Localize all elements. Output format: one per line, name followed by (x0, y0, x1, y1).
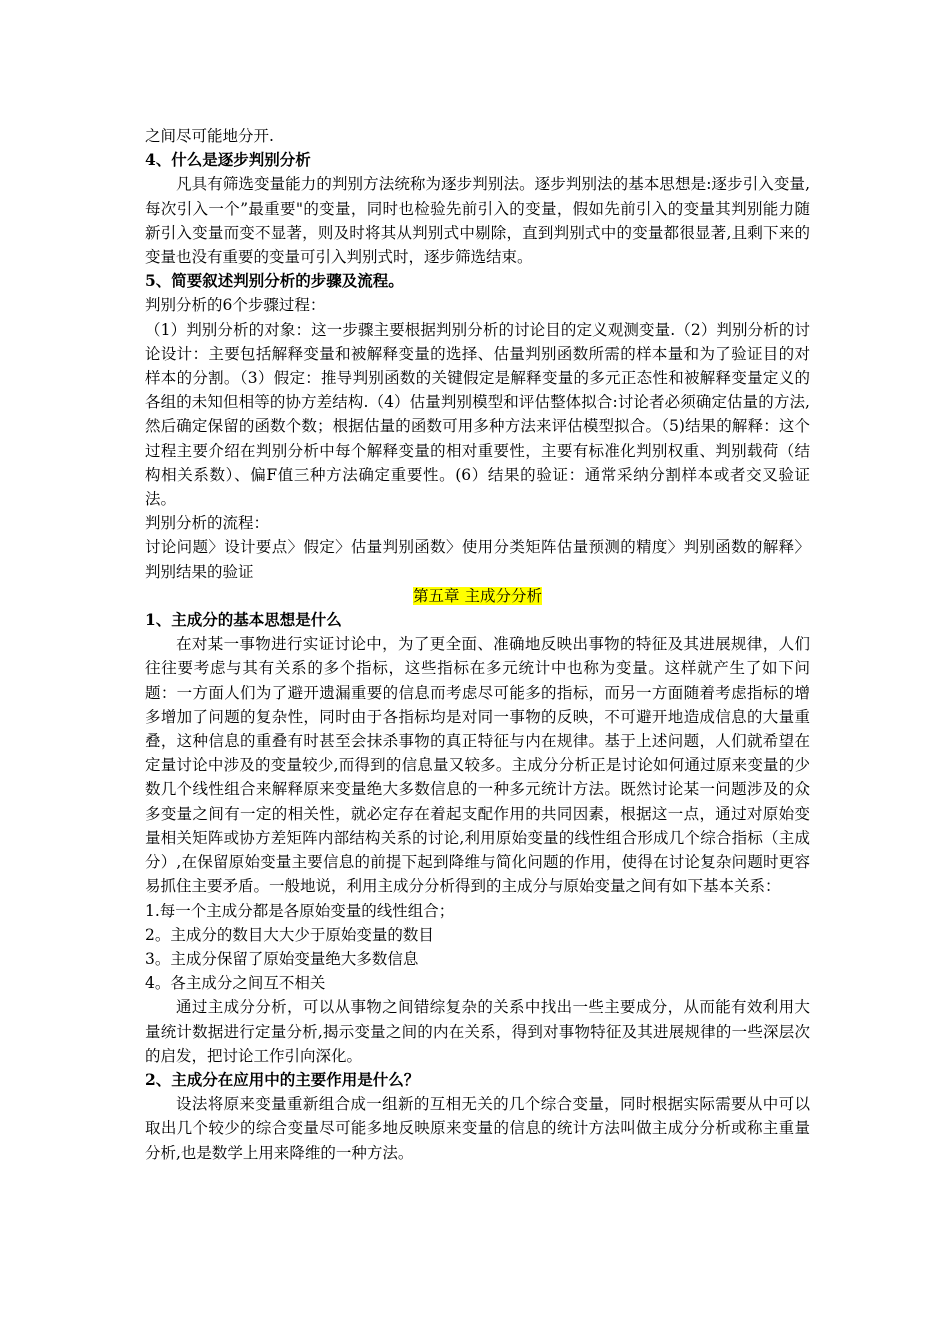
list-item: 2。主成分的数目大大少于原始变量的数目 (145, 925, 434, 944)
paragraph-pca-idea: 在对某一事物进行实证讨论中，为了更全面、准确地反映出事物的特征及其进展规律，人们往往要考虑与其有关系的多个指标，这些指标在多元统计中也称为变量。这样就产生了如下问题：一方面人们为了避开遗漏重要的信息而考虑尽可能多的指标，而另一方面随着考虑指标的增多增加了问题的复杂性，同时由于各指标均是对同一事物的反映，不可避开地造成信息的大量重叠，这种信息的重叠有时甚至会抹杀事物的真正特征与内在规律。基于上述问题，人们就希望在定量讨论中涉及的变量较少,而得到的信息量又较多。主成分分析正是讨论如何通过原来变量的少数几个线性组合来解释原来变量绝大多数信息的一种多元统计方法。既然讨论某一问题涉及的众多变量之间有一定的相关性，就必定存在着起支配作用的共同因素，根据这一点，通过对原始变量相关矩阵或协方差矩阵内部结构关系的讨论,利用原始变量的线性组合形成几个综合指标（主成分）,在保留原始变量主要信息的前提下起到降维与简化问题的作用，使得在讨论复杂问题时更容易抓住主要矛盾。一般地说，利用主成分分析得到的主成分与原始变量之间有如下基本关系： (145, 635, 810, 896)
list-item: 1.每一个主成分都是各原始变量的线性组合； (145, 901, 455, 920)
document-body (145, 124, 810, 1165)
paragraph-six-steps-label: 判别分析的6个步骤过程： (145, 296, 326, 315)
chapter-title (145, 584, 810, 608)
paragraph-pca-use: 通过主成分分析，可以从事物之间错综复杂的关系中找出一些主要成分，从而能有效利用大量统计数据进行定量分析,揭示变量之间的内在关系，得到对事物特征及其进展规律的一些深层次的启发，把讨论工作引向深化。 (145, 998, 810, 1065)
paragraph-pca-role: 设法将原来变量重新组合成一组新的互相无关的几个综合变量，同时根据实际需要从中可以取出几个较少的综合变量尽可能多地反映原来变量的信息的统计方法叫做主成分分析或称主重量分析,也是数学上用来降维的一种方法。 (145, 1095, 810, 1162)
paragraph-flow: 讨论问题〉设计要点〉假定〉估量判别函数〉使用分类矩阵估量预测的精度〉判别函数的解释〉判别结果的验证 (145, 538, 810, 581)
paragraph-flow-label: 判别分析的流程： (145, 514, 270, 533)
paragraph-stepwise: 凡具有筛选变量能力的判别方法统称为逐步判别法。逐步判别法的基本思想是:逐步引入变量,每次引入一个”最重要"的变量，同时也检验先前引入的变量，假如先前引入的变量其判别能力随新引入变量而变不显著，则及时将其从判别式中剔除，直到判别式中的变量都很显著,且剩下来的变量也没有重要的变量可引入判别式时，逐步筛选结束。 (145, 175, 810, 267)
heading-pca-idea: 1、主成分的基本思想是什么 (145, 610, 342, 630)
paragraph-steps-detail: （1）判别分析的对象：这一步骤主要根据判别分析的讨论目的定义观测变量.（2）判别分析的讨论设计：主要包括解释变量和被解释变量的选择、估量判别函数所需的样本量和为了验证目的对样本的分割。（3）假定：推导判别函数的关键假定是解释变量的多元正态性和被解释变量定义的各组的未知但相等的协方差结构.（4）估量判别模型和评估整体拟合:讨论者必须确定估量的方法,然后确定保留的函数个数；根据估量的函数可用多种方法来评估模型拟合。（5)结果的解释：这个过程主要介绍在判别分析中每个解释变量的相对重要性，主要有标准化判别权重、判别载荷（结构相关系数）、偏F值三种方法确定重要性。(6）结果的验证：通常采纳分割样本或者交叉验证法。 (145, 320, 810, 509)
heading-stepwise-discriminant: 4、什么是逐步判别分析 (145, 150, 311, 170)
heading-discriminant-steps: 5、简要叙述判别分析的步骤及流程。 (145, 271, 404, 291)
chapter-title-highlight: 第五章 主成分分析 (413, 586, 542, 605)
paragraph-intro-tail: 之间尽可能地分开. (145, 127, 274, 145)
list-item: 3。主成分保留了原始变量绝大多数信息 (145, 949, 419, 968)
list-item: 4。各主成分之间互不相关 (145, 974, 326, 993)
heading-pca-role: 2、主成分在应用中的主要作用是什么？ (145, 1069, 420, 1089)
